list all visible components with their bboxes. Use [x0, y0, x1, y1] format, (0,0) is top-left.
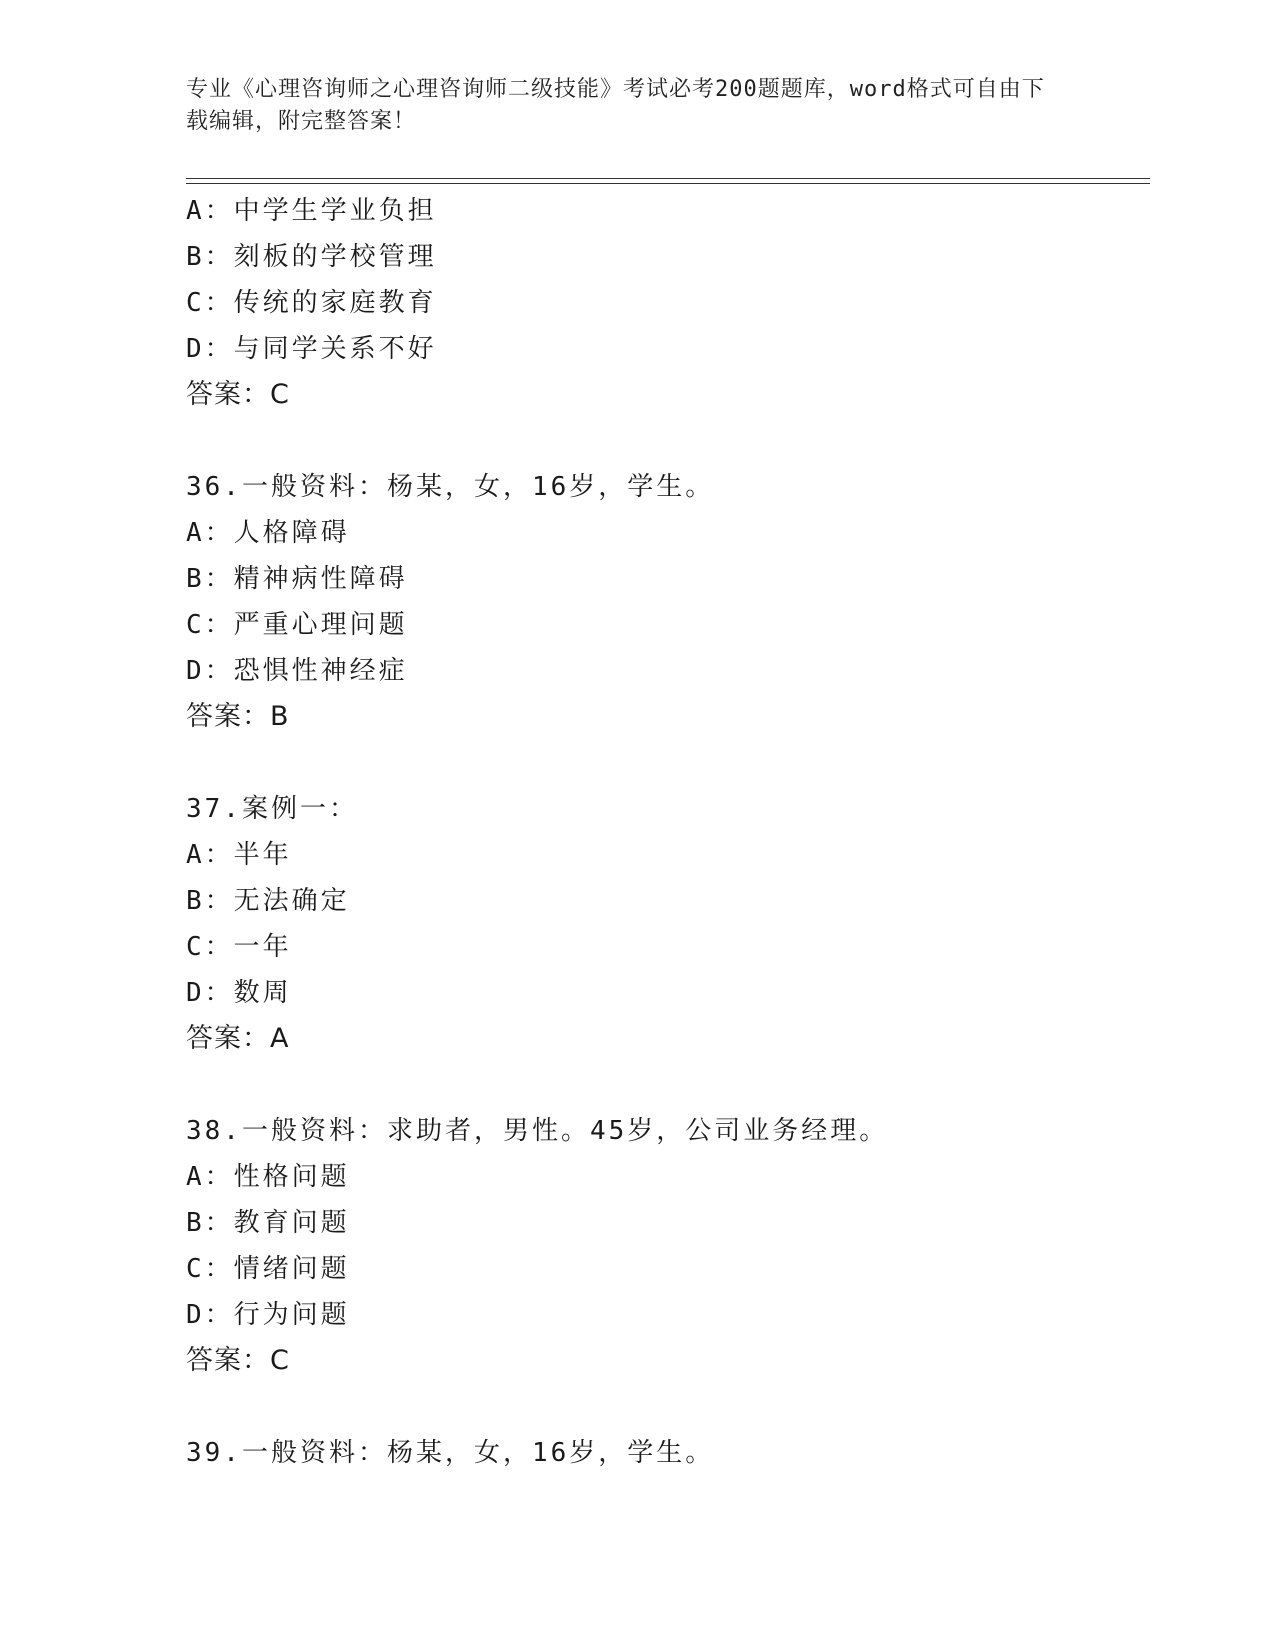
option-a: A：中学生学业负担: [186, 196, 437, 226]
answer-line: 答案：C: [186, 1345, 290, 1376]
option-d: D：数周: [186, 978, 292, 1008]
option-d: D：与同学关系不好: [186, 334, 437, 364]
option-b: B：刻板的学校管理: [186, 242, 437, 272]
option-d: D：恐惧性神经症: [186, 656, 408, 686]
question-title: 37.案例一：: [186, 794, 358, 824]
answer-line: 答案：C: [186, 379, 290, 410]
spacer: [186, 418, 1146, 464]
option-a: A：半年: [186, 840, 292, 870]
question-list: [186, 188, 1146, 1476]
option-c: C：一年: [186, 932, 292, 962]
document-header: 专业《心理咨询师之心理咨询师二级技能》考试必考200题题库，word格式可自由下载编辑，附完整答案！: [186, 77, 1045, 134]
option-d: D：行为问题: [186, 1300, 350, 1330]
option-b: B：教育问题: [186, 1208, 350, 1238]
question-block-39: [186, 1430, 1146, 1476]
option-a: A：人格障碍: [186, 518, 350, 548]
option-c: C：严重心理问题: [186, 610, 408, 640]
header-divider-bottom: [186, 183, 1150, 184]
question-block-38: [186, 1108, 1146, 1384]
answer-line: 答案：A: [186, 1023, 290, 1054]
question-title: 36.一般资料：杨某，女，16岁，学生。: [186, 472, 715, 502]
option-b: B：精神病性障碍: [186, 564, 408, 594]
option-a: A：性格问题: [186, 1162, 350, 1192]
option-c: C：传统的家庭教育: [186, 288, 437, 318]
question-block-continued: [186, 188, 1146, 418]
question-block-37: [186, 786, 1146, 1062]
header-divider-top: [186, 178, 1150, 179]
question-block-36: [186, 464, 1146, 740]
spacer: [186, 740, 1146, 786]
question-title: 38.一般资料：求助者，男性。45岁，公司业务经理。: [186, 1116, 889, 1146]
option-c: C：情绪问题: [186, 1254, 350, 1284]
spacer: [186, 1062, 1146, 1108]
answer-line: 答案：B: [186, 701, 290, 732]
spacer: [186, 1384, 1146, 1430]
option-b: B：无法确定: [186, 886, 350, 916]
question-title: 39.一般资料：杨某，女，16岁，学生。: [186, 1438, 715, 1468]
